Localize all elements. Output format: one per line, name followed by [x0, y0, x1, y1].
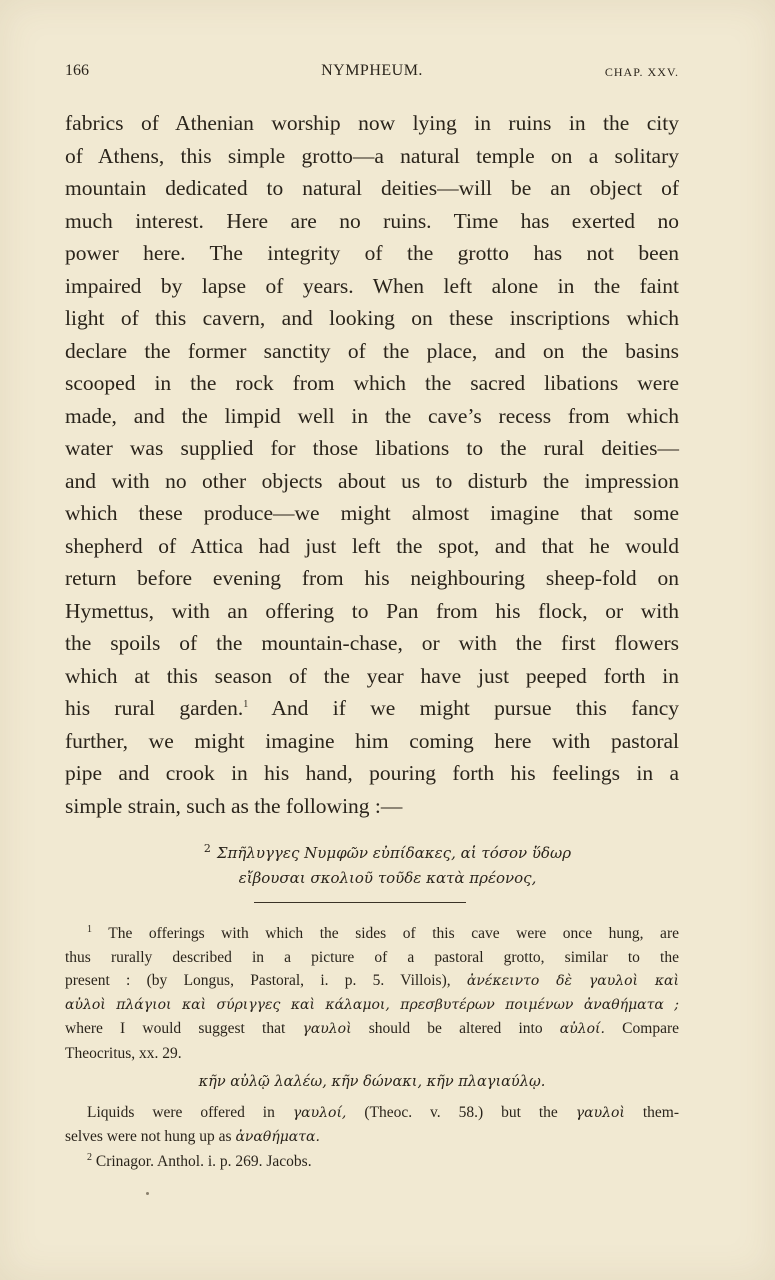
footnote-line [65, 1017, 679, 1042]
text-line: the spoils of the mountain-chase, or with the first flowers [65, 631, 679, 655]
greek-verse [0, 836, 775, 891]
running-title: NYMPHEUM. [321, 62, 423, 79]
greek-text: γαυλοὶ [575, 1104, 625, 1121]
page-number: 166 [65, 62, 89, 79]
text-line: made, and the limpid well in the cave’s recess from which [65, 403, 679, 428]
footnote-text: where I would suggest that [65, 1020, 286, 1037]
footnote-line [65, 1101, 679, 1126]
footnote-ref: 2 [203, 842, 211, 855]
footnote-text: Crinagor. Anthol. i. p. 269. Jacobs. [95, 1152, 312, 1170]
footnote-line: thus rurally described in a picture of a pastoral grotto, similar to the [65, 948, 679, 966]
footnote-divider [254, 902, 466, 903]
footnote-text: Liquids were offered in [87, 1103, 275, 1121]
verse-line [0, 836, 775, 866]
text-line: mountain dedicated to natural deities—will be an object of [65, 176, 679, 200]
footnotes [65, 922, 679, 1173]
text-line-with-footnote [65, 692, 679, 725]
footnote-text: The offerings with which the sides of this cave were once hung, are [108, 925, 679, 942]
footnote-marker: 2 [87, 1151, 92, 1163]
text-line: pipe and crook in his hand, pouring forth his feelings in a [65, 761, 679, 785]
text-line: which at this season of the year have just peeped forth in [65, 663, 679, 688]
text-line: further, we might imagine him coming here with pastoral [65, 728, 679, 753]
paragraph [65, 107, 679, 822]
main-text [65, 107, 679, 822]
footnote-text: present : (by Longus, Pastoral, i. p. 5. Villois), [65, 972, 451, 989]
text-line: fabrics of Athenian worship now lying in ruins in the city [65, 111, 679, 135]
footnote-text: them- [642, 1103, 679, 1121]
text-line: shepherd of Attica had just left the spot, and that he would [65, 533, 679, 558]
footnote-text: should be altered into [368, 1020, 543, 1037]
greek-text: γαυλοί, [292, 1104, 347, 1121]
footnote-marker: 1 [87, 923, 92, 935]
paper-speck [146, 1192, 149, 1195]
greek-text: ἀνέκειντο δὲ γαυλοὶ καὶ [466, 973, 680, 989]
text-line: scooped in the rock from which the sacred libations were [65, 371, 679, 395]
text-line: power here. The integrity of the grotto has not been [65, 241, 679, 265]
verse-text: Σπῆλυγγες Νυμφῶν εὐπίδακες, αἱ τόσον ὕδωρ [216, 844, 572, 862]
text-line: impaired by lapse of years. When left alone in the faint [65, 273, 679, 298]
footnote-line [65, 1150, 679, 1174]
greek-text: ἀναθήματα. [235, 1129, 320, 1145]
greek-text: γαυλοὶ [302, 1021, 352, 1037]
text-line: much interest. Here are no ruins. Time has exerted no [65, 208, 679, 233]
footnote-verse: κῆν αὐλῷ λαλέω, κῆν δώνακι, κῆν πλαγιαύλῳ. [198, 1074, 546, 1090]
footnote-text: (Theoc. v. 58.) but the [364, 1103, 558, 1121]
text-segment: And if we might pursue this fancy [271, 696, 679, 720]
running-header [65, 62, 679, 82]
text-line: of Athens, this simple grotto—a natural temple on a solitary [65, 143, 679, 168]
text-line: Hymettus, with an offering to Pan from his flock, or with [65, 598, 679, 623]
greek-text: αὐλοί. [559, 1021, 605, 1037]
text-line: water was supplied for those libations to the rural deities— [65, 436, 679, 460]
text-line: return before evening from his neighbouring sheep-fold on [65, 566, 679, 590]
footnote-line [65, 922, 679, 946]
footnote-line-greek: αὐλοὶ πλάγιοι καὶ σύριγγες καὶ κάλαμοι, πρεσβυτέρων ποιμένων ἀναθήματα ; [65, 996, 679, 1013]
text-line: simple strain, such as the following :— [65, 793, 403, 818]
footnote-line [65, 1125, 679, 1150]
chapter-label: CHAP. XXV. [604, 65, 679, 79]
footnote-line [65, 969, 679, 994]
text-segment: his rural garden. [65, 696, 244, 720]
footnote-text: selves were not hung up as [65, 1128, 232, 1145]
verse-line: εἴβουσαι σκολιοῦ τοῦδε κατὰ πρέονος, [238, 869, 537, 887]
text-line: light of this cavern, and looking on these inscriptions which [65, 306, 679, 330]
footnote-text: Compare [622, 1020, 679, 1037]
text-line: declare the former sanctity of the place, and on the basins [65, 338, 679, 363]
footnote-line: Theocritus, xx. 29. [65, 1044, 182, 1062]
text-line: which these produce—we might almost imagine that some [65, 501, 679, 525]
footnote-ref: 1 [243, 698, 249, 710]
text-line: and with no other objects about us to disturb the impression [65, 468, 679, 493]
